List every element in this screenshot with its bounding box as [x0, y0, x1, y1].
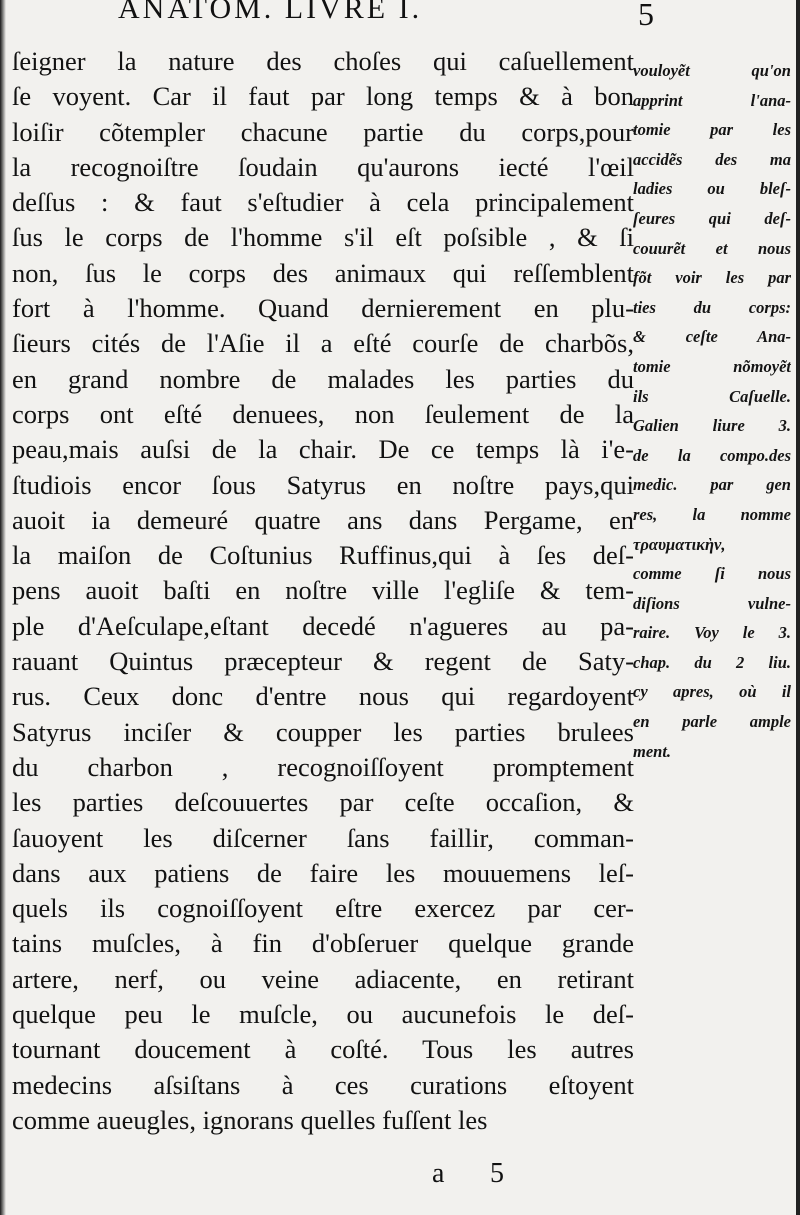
text-line: non, ſus le corps des animaux qui reſſemblent: [12, 257, 634, 288]
running-title: ANATOM. LIVRE I.: [118, 0, 423, 25]
text-line: auoit ia demeuré quatre ans dans Pergame, en: [12, 504, 634, 535]
margin-note-line: de la compo.des: [633, 445, 791, 465]
margin-note-line: comme ſi nous: [633, 564, 791, 584]
margin-note-line: chap. du 2 liu.: [633, 652, 791, 672]
margin-note-line: cy apres, où il: [633, 682, 791, 702]
text-line: rus. Ceux donc d'entre nous qui regardoyent: [12, 681, 634, 712]
margin-note-line: ment.: [633, 741, 672, 761]
text-line: ple d'Aeſculape,eſtant decedé n'agueres au pa-: [12, 610, 634, 641]
margin-note-line: fõt voir les par: [633, 268, 791, 288]
text-line: fort à l'homme. Quand dernierement en plu-: [12, 293, 634, 324]
margin-note-line: Galien liure 3.: [633, 416, 791, 436]
margin-note-line: vouloyẽt qu'on: [633, 61, 791, 80]
main-text-column: [12, 44, 634, 1138]
margin-note-line: accidẽs des ma: [633, 149, 791, 169]
text-line: comme aueugles, ignorans quelles fuſſent les: [12, 1104, 488, 1135]
signature-number: 5: [490, 1158, 504, 1189]
running-header: [118, 0, 678, 32]
text-line: les parties deſcouuertes par ceſte occaſion, &: [12, 787, 634, 818]
margin-note-line: tomie nõmoyẽt: [633, 356, 791, 376]
margin-note-line: ladies ou bleſ-: [633, 179, 791, 199]
text-line: deſſus : & faut s'eſtudier à cela principalement: [12, 187, 634, 218]
text-line: ſauoyent les diſcerner ſans faillir, comman-: [12, 822, 634, 853]
margin-note: [633, 56, 791, 766]
margin-note-line: en parle ample: [633, 712, 791, 732]
signature-mark: [0, 1158, 800, 1198]
margin-note-line: diſions vulne-: [633, 593, 791, 613]
text-line: du charbon , recognoiſſoyent promptement: [12, 751, 634, 782]
margin-note-line: couurẽt et nous: [633, 238, 791, 258]
text-line: tains muſcles, à fin d'obſeruer quelque grande: [12, 928, 634, 959]
margin-note-line: res, la nomme: [633, 504, 791, 524]
margin-note-line: ils Caſuelle.: [633, 386, 791, 406]
text-line: peau,mais auſsi de la chair. De ce temps là i'e-: [12, 434, 634, 465]
text-line: Satyrus inciſer & coupper les parties brulees: [12, 716, 634, 747]
page-edge-shadow: [0, 0, 6, 1215]
text-line: pens auoit baſti en noſtre ville l'egliſe & tem-: [12, 575, 634, 606]
text-line: ſtudiois encor ſous Satyrus en noſtre pays,qui: [12, 469, 634, 500]
text-line: rauant Quintus præcepteur & regent de Saty-: [12, 646, 634, 677]
signature-letter: a: [432, 1158, 445, 1189]
text-line: ſeigner la nature des choſes qui caſuellement: [12, 46, 634, 76]
margin-note-line: & ceſte Ana-: [633, 327, 791, 347]
text-line: tournant doucement à coſté. Tous les autres: [12, 1034, 634, 1065]
text-line: la recognoiſtre ſoudain qu'aurons iecté l'œil: [12, 151, 634, 182]
margin-note-line: τραυματικὴν,: [633, 534, 726, 554]
text-line: ſieurs cités de l'Aſie il a eſté courſe de charbõs,: [12, 328, 634, 359]
text-line: corps ont eſté denuees, non ſeulement de la: [12, 398, 634, 429]
text-line: medecins aſsiſtans à ces curations eſtoyent: [12, 1069, 634, 1100]
text-line: dans aux patiens de faire les mouuemens leſ-: [12, 857, 634, 888]
text-line: ſe voyent. Car il faut par long temps & à bon: [12, 81, 634, 112]
text-line: en grand nombre de malades les parties du: [12, 363, 634, 394]
margin-note-line: apprint l'ana-: [633, 90, 791, 110]
text-line: ſus le corps de l'homme s'il eſt poſsible , & ſi: [12, 222, 634, 253]
margin-note-line: ties du corps:: [633, 297, 791, 317]
text-line: quels ils cognoiſſoyent eſtre exercez par cer-: [12, 893, 634, 924]
page-number: 5: [638, 0, 654, 32]
margin-note-line: medic. par gen: [633, 475, 791, 495]
margin-note-line: ſeures qui deſ-: [633, 208, 791, 228]
text-line: artere, nerf, ou veine adiacente, en retirant: [12, 963, 634, 994]
text-line: la maiſon de Coſtunius Ruffinus,qui à ſes deſ-: [12, 540, 634, 571]
text-line: quelque peu le muſcle, ou aucunefois le deſ-: [12, 999, 634, 1030]
page-right-edge: [796, 0, 800, 1215]
margin-note-line: tomie par les: [633, 120, 791, 140]
margin-note-line: raire. Voy le 3.: [633, 623, 791, 643]
text-line: loiſir cõtempler chacune partie du corps,pour: [12, 116, 634, 147]
